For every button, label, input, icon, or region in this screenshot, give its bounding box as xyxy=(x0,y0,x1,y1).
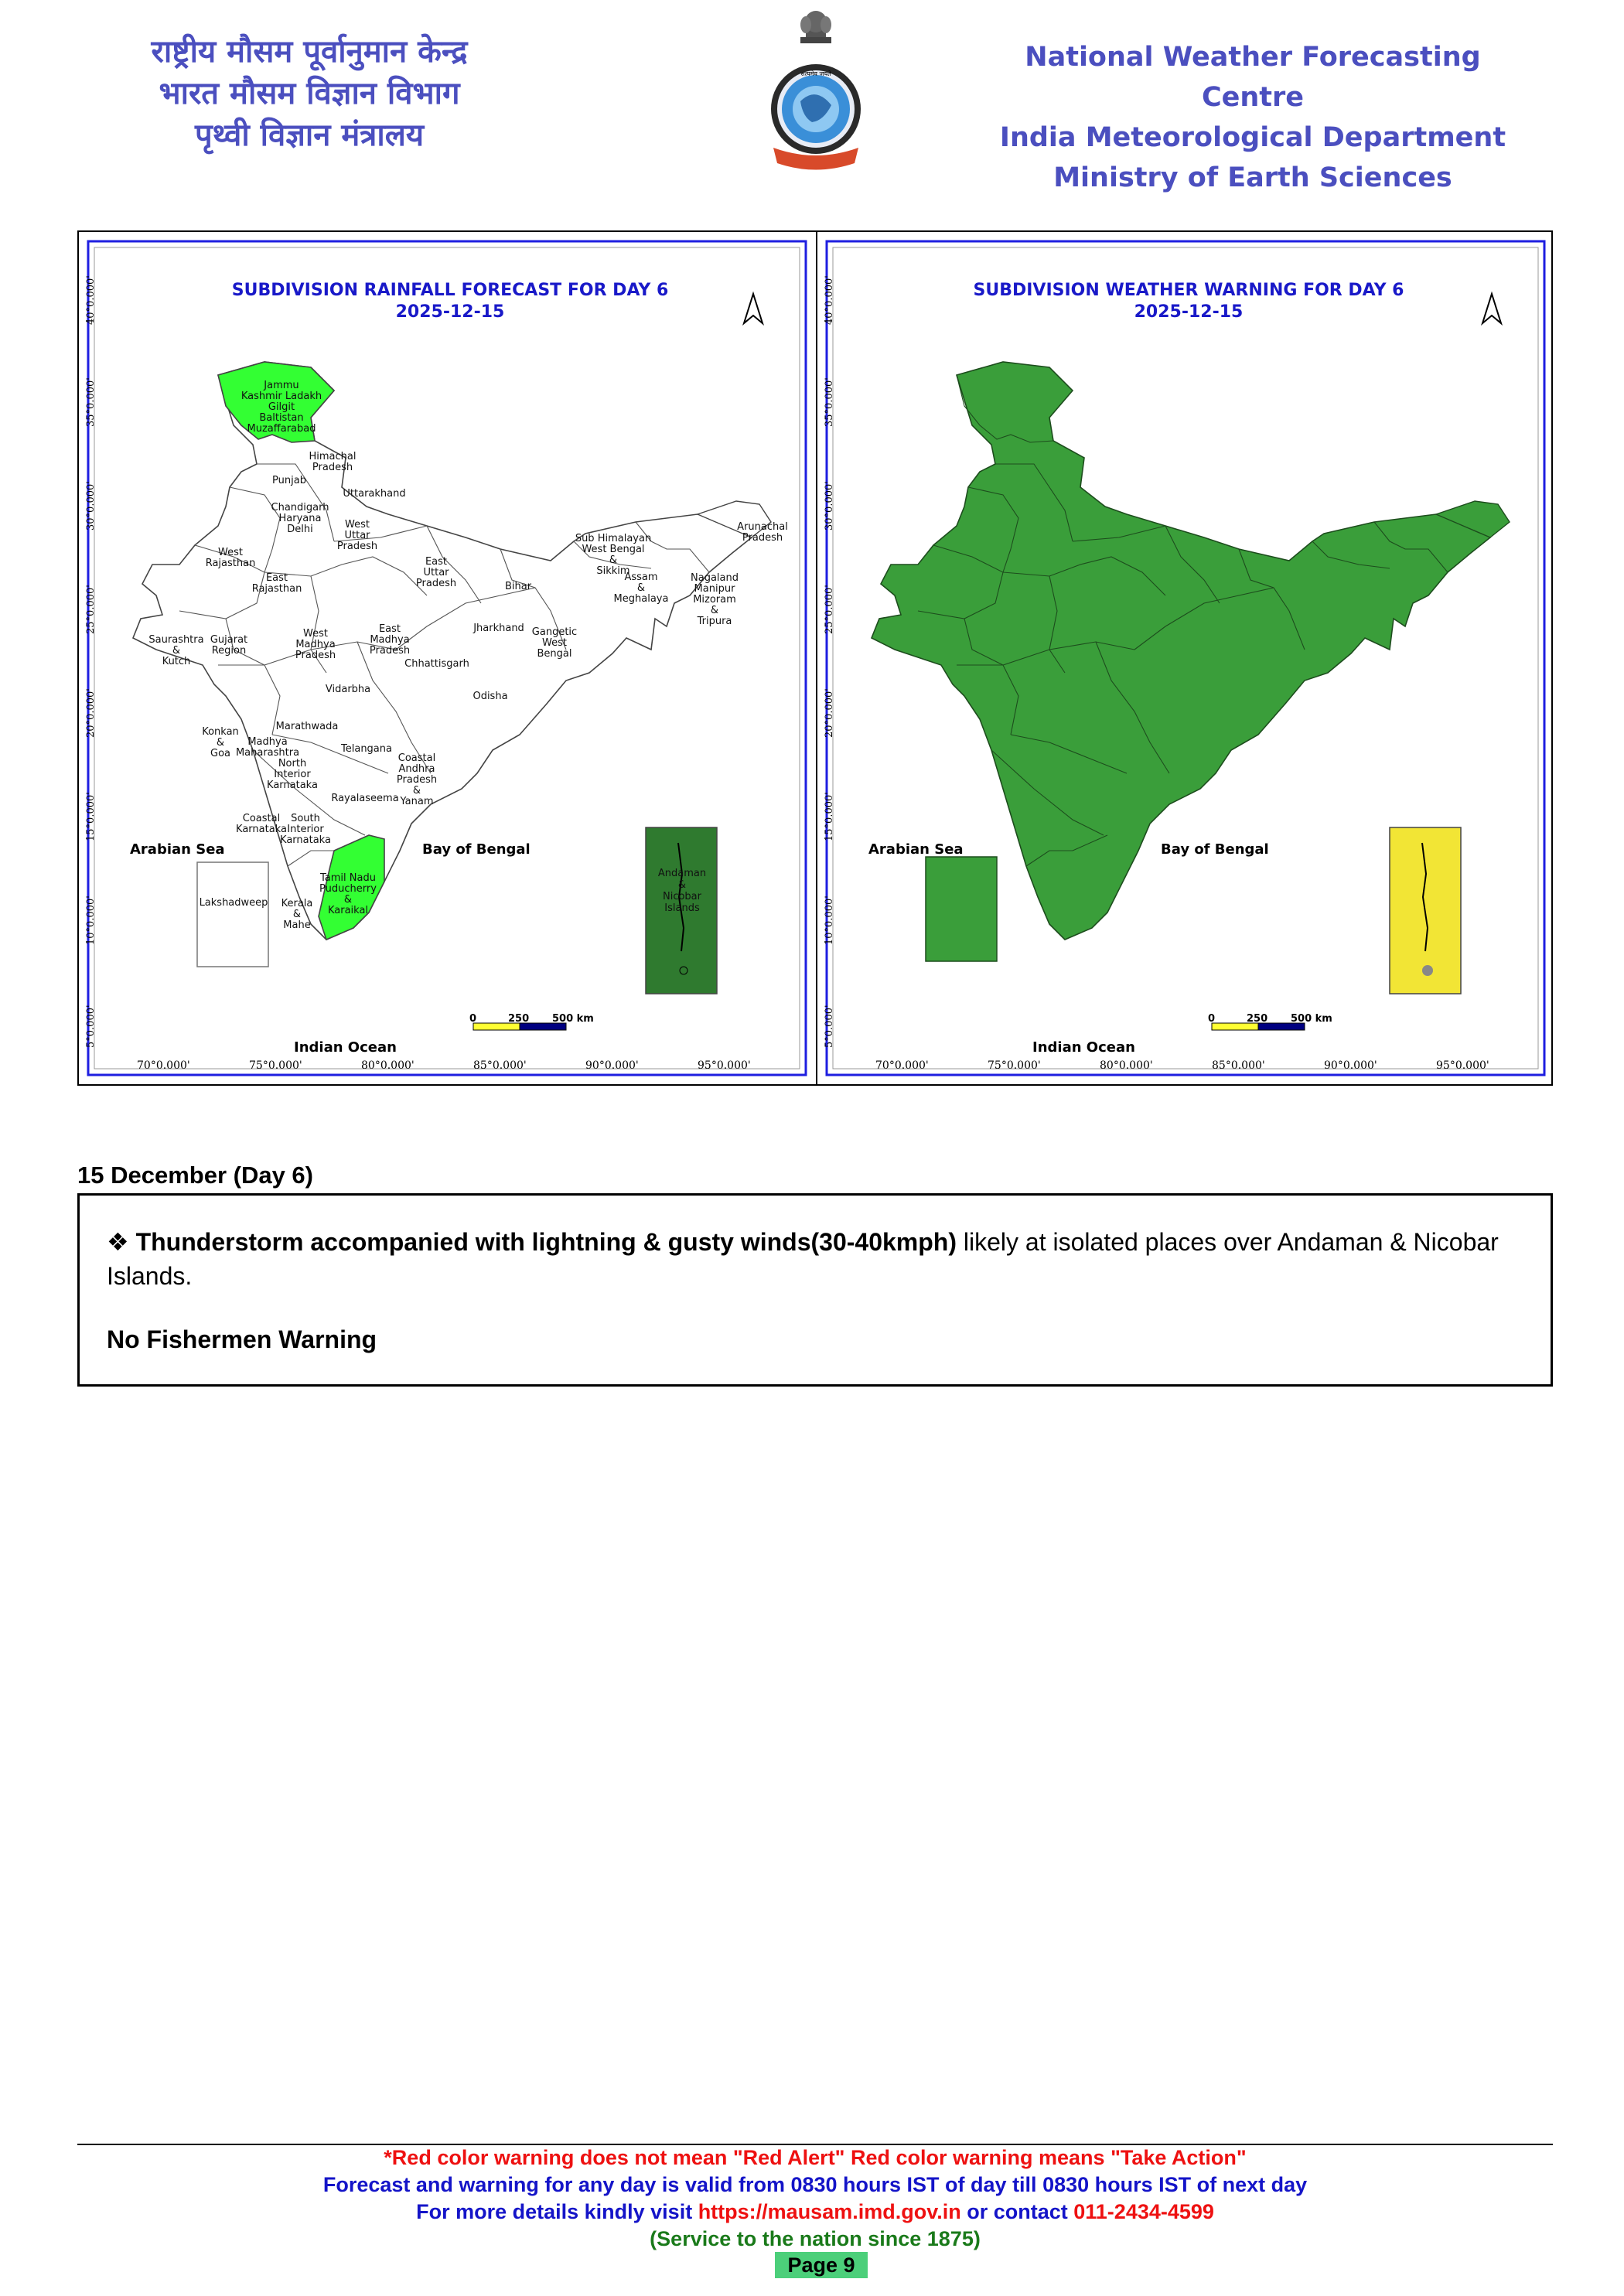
lakshadweep-inset xyxy=(926,857,997,961)
y-tick-label: 10°0.000' xyxy=(85,896,97,945)
subdivision-label: Marathwada xyxy=(275,721,339,732)
subdivision-label: Punjab xyxy=(272,475,306,486)
scale-zero: 0 xyxy=(469,1013,477,1025)
subdivision-label: Coastal Andhra Pradesh & Yanam xyxy=(396,752,438,807)
subdivision-label: Arunachal Pradesh xyxy=(737,521,788,544)
lakshadweep-label: Lakshadweep xyxy=(199,897,268,909)
subdivision-label: Chandigarh Haryana Delhi xyxy=(271,502,329,535)
rainfall-forecast-map xyxy=(79,232,815,1084)
english-line-3: Ministry of Earth Sciences xyxy=(1053,162,1452,193)
subdivision-label: Jharkhand xyxy=(473,623,524,634)
subdivision-label: East Madhya Pradesh xyxy=(369,623,411,657)
indian-ocean-label: Indian Ocean xyxy=(1032,1039,1135,1056)
subdivision-label: Uttarakhand xyxy=(343,488,406,500)
warning-map-date: 2025-12-15 xyxy=(1134,302,1244,322)
imd-emblem-logo xyxy=(766,5,866,183)
y-tick-label: 20°0.000' xyxy=(85,688,97,738)
subdivision-label: West Madhya Pradesh xyxy=(295,628,336,661)
scale-mid: 250 xyxy=(1247,1013,1268,1025)
subdivision-label: Vidarbha xyxy=(325,684,371,695)
subdivision-label: Gujarat Region xyxy=(210,634,248,657)
footer-red-note: *Red color warning does not mean "Red Alert" Red color warning means "Take Action" xyxy=(384,2146,1247,2169)
x-tick-label: 95°0.000' xyxy=(698,1059,751,1072)
x-tick-label: 80°0.000' xyxy=(361,1059,415,1072)
phone-number: 011-2434-4599 xyxy=(1073,2200,1214,2223)
x-tick-label: 85°0.000' xyxy=(1212,1059,1265,1072)
subdivision-label: Coastal Karnataka xyxy=(236,813,287,835)
page-number: Page 9 xyxy=(775,2252,868,2278)
y-tick-label: 35°0.000' xyxy=(824,377,835,427)
subdivision-label: Rayalaseema xyxy=(331,793,399,804)
bay-of-bengal-label: Bay of Bengal xyxy=(422,841,531,858)
day-heading: 15 December (Day 6) xyxy=(77,1162,313,1189)
scale-end: 500 km xyxy=(1291,1013,1332,1025)
arabian-sea-label: Arabian Sea xyxy=(868,841,964,858)
y-tick-label: 40°0.000' xyxy=(85,275,97,325)
subdivision-label: Bihar xyxy=(504,581,532,592)
footer-contact-prefix: For more details kindly visit xyxy=(416,2200,698,2223)
y-tick-label: 15°0.000' xyxy=(85,792,97,841)
arabian-sea-label: Arabian Sea xyxy=(130,841,225,858)
x-tick-label: 80°0.000' xyxy=(1100,1059,1153,1072)
hindi-line-2: भारत मौसम विज्ञान विभाग xyxy=(159,76,460,111)
subdivision-label: East Rajasthan xyxy=(251,572,302,595)
y-tick-label: 30°0.000' xyxy=(85,481,97,531)
english-header xyxy=(982,37,1523,198)
fishermen-warning: No Fishermen Warning xyxy=(107,1325,377,1353)
x-tick-label: 90°0.000' xyxy=(1324,1059,1377,1072)
warning-rest-text: likely at isolated places over Andaman & Nicobar Islands. xyxy=(107,1228,1499,1290)
warning-map-svg xyxy=(817,232,1554,1084)
x-tick-label: 75°0.000' xyxy=(988,1059,1041,1072)
subdivision-label: South Interior Karnataka xyxy=(280,813,331,846)
website-link[interactable]: https://mausam.imd.gov.in xyxy=(698,2200,961,2223)
y-tick-label: 20°0.000' xyxy=(824,688,835,738)
thunderstorm-icon xyxy=(1422,965,1433,976)
scale-end: 500 km xyxy=(552,1013,594,1025)
subdivision-label: Chhattisgarh xyxy=(404,658,469,670)
footer-validity: Forecast and warning for any day is valid from 0830 hours IST of day till 0830 hours IST of next day xyxy=(322,2173,1308,2196)
y-tick-label: 40°0.000' xyxy=(824,275,835,325)
hindi-header xyxy=(116,31,503,156)
subdivision-label: West Rajasthan xyxy=(205,547,256,569)
subdivision-label: North Interior Karnataka xyxy=(267,758,318,791)
rainfall-map-date: 2025-12-15 xyxy=(395,302,505,322)
bullet-icon: ❖ xyxy=(107,1228,129,1256)
subdivision-label: Tamil Nadu Puducherry & Karaikal xyxy=(319,872,377,916)
bay-of-bengal-label: Bay of Bengal xyxy=(1161,841,1269,858)
subdivision-label: Nagaland Manipur Mizoram & Tripura xyxy=(691,572,739,627)
y-tick-label: 10°0.000' xyxy=(824,896,835,945)
warning-map-title: SUBDIVISION WEATHER WARNING FOR DAY 6 xyxy=(973,281,1404,300)
scale-zero: 0 xyxy=(1208,1013,1216,1025)
subdivision-label: Himachal Pradesh xyxy=(309,451,357,473)
maps-frame xyxy=(77,230,1553,1086)
x-tick-label: 70°0.000' xyxy=(875,1059,929,1072)
y-tick-label: 35°0.000' xyxy=(85,377,97,427)
x-tick-label: 70°0.000' xyxy=(137,1059,190,1072)
y-tick-label: 25°0.000' xyxy=(85,585,97,634)
subdivision-label: Kerala & Mahe xyxy=(281,898,313,931)
hindi-line-3: पृथ्वी विज्ञान मंत्रालय xyxy=(194,118,425,153)
subdivision-label: Sub Himalayan West Bengal & Sikkim xyxy=(575,533,652,577)
subdivision-label: West Uttar Pradesh xyxy=(336,519,378,552)
subdivision-label: East Uttar Pradesh xyxy=(415,556,457,589)
x-tick-label: 85°0.000' xyxy=(473,1059,527,1072)
y-tick-label: 25°0.000' xyxy=(824,585,835,634)
rainfall-map-title: SUBDIVISION RAINFALL FORECAST FOR DAY 6 xyxy=(231,281,669,300)
subdivision-label: Jammu Kashmir Ladakh Gilgit Baltistan Muzaffarabad xyxy=(241,380,322,435)
subdivision-label: Konkan & Goa xyxy=(202,726,239,759)
english-line-1: National Weather Forecasting Centre xyxy=(1025,42,1481,113)
indian-ocean-label: Indian Ocean xyxy=(294,1039,397,1056)
weather-warning-map xyxy=(816,232,1554,1084)
andaman-label: Andaman & Nicobar Islands xyxy=(657,868,707,914)
footer-service: (Service to the nation since 1875) xyxy=(650,2227,981,2250)
x-tick-label: 75°0.000' xyxy=(249,1059,302,1072)
warning-text xyxy=(107,1225,1522,1293)
english-line-2: India Meteorological Department xyxy=(999,122,1506,153)
x-tick-label: 95°0.000' xyxy=(1436,1059,1489,1072)
y-tick-label: 15°0.000' xyxy=(824,792,835,841)
subdivision-label: Gangetic West Bengal xyxy=(531,626,578,660)
warning-box xyxy=(77,1193,1553,1387)
y-tick-label: 5°0.000' xyxy=(85,1005,97,1048)
x-tick-label: 90°0.000' xyxy=(585,1059,639,1072)
subdivision-label: Telangana xyxy=(341,743,392,755)
y-tick-label: 30°0.000' xyxy=(824,481,835,531)
subdivision-label: Madhya Maharashtra xyxy=(235,736,300,759)
scale-mid: 250 xyxy=(508,1013,530,1025)
hindi-line-1: राष्ट्रीय मौसम पूर्वानुमान केन्द्र xyxy=(151,34,468,70)
subdivision-label: Assam & Meghalaya xyxy=(613,571,669,605)
warning-bold-text: Thunderstorm accompanied with lightning & gusty winds(30-40kmph) xyxy=(135,1228,957,1256)
y-tick-label: 5°0.000' xyxy=(824,1005,835,1048)
emblem-motto: सत्यमेव जयते xyxy=(800,70,831,77)
subdivision-label: Saurashtra & Kutch xyxy=(148,634,204,667)
footer-contact-mid: or contact xyxy=(960,2200,1074,2223)
subdivision-label: Odisha xyxy=(473,691,508,702)
footer-contact xyxy=(77,2199,1553,2225)
